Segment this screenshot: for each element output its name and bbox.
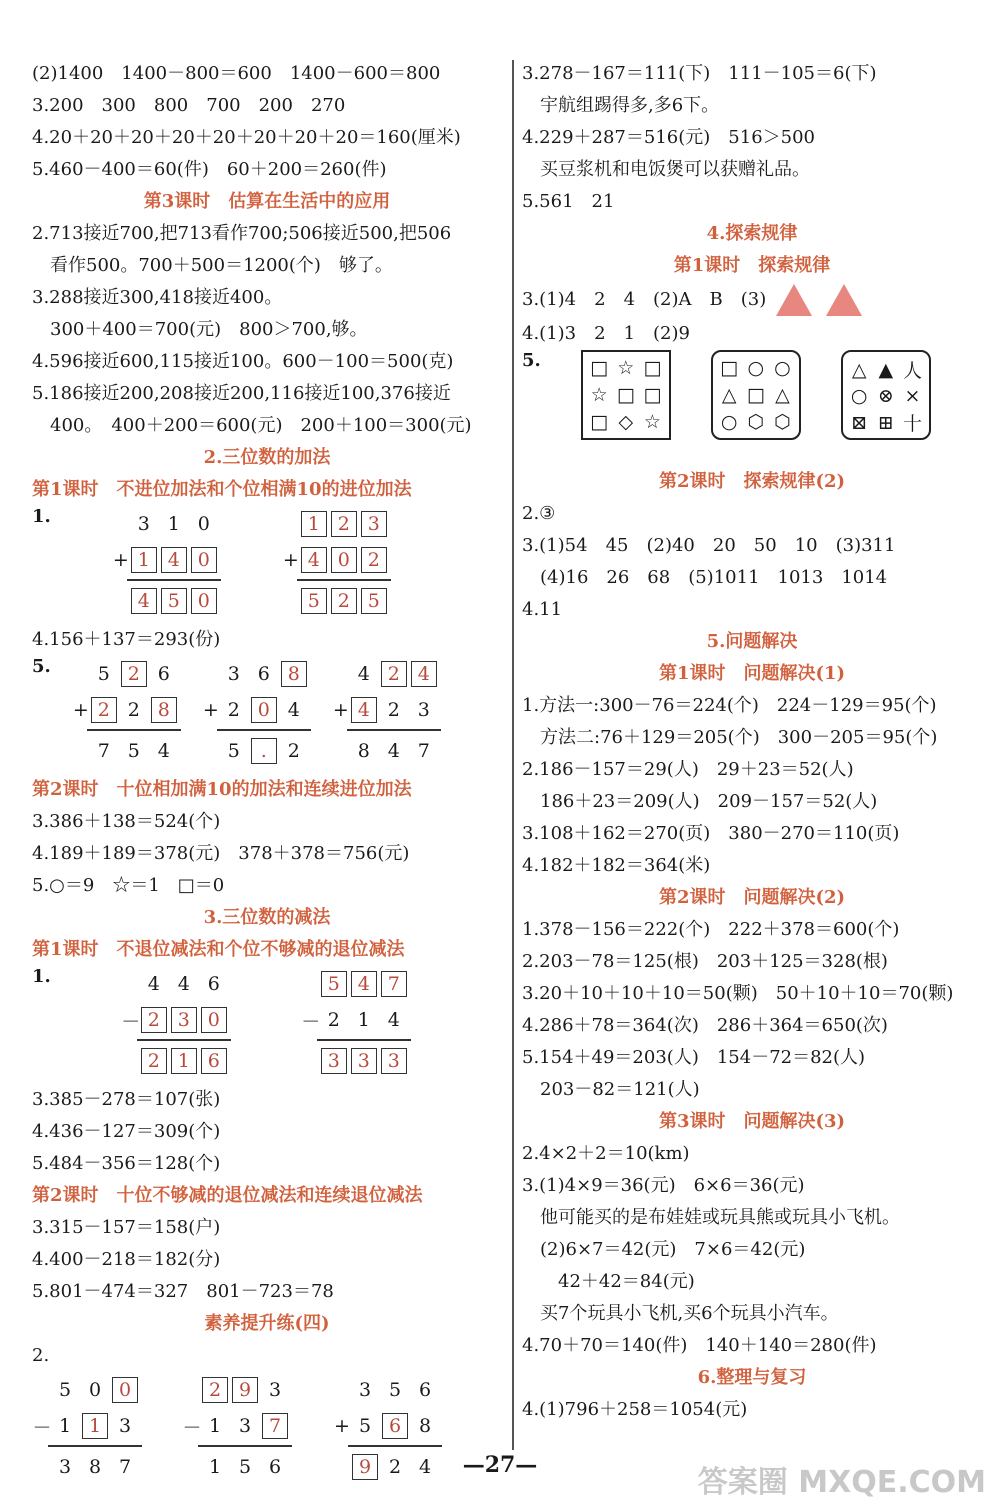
digit: 5 [388, 1379, 402, 1401]
answer-line: 3.20＋10＋10＋10＝50(颗) 50＋10＋10＝70(颗) [522, 983, 954, 1004]
operator-sign: － [121, 1010, 141, 1033]
operator-sign: + [332, 699, 349, 721]
subtraction-row [32, 966, 502, 1084]
answer-line: 3.(1)54 45 (2)40 20 50 10 (3)311 [522, 535, 896, 556]
answer-line: 宇航组踢得多,多6下。 [540, 95, 720, 116]
pattern-symbol: □ [746, 383, 765, 406]
pattern-symbol: ○ [774, 357, 791, 380]
answer-box: 2 [91, 697, 117, 723]
question-number: 1. [32, 506, 51, 527]
answer-box: 2 [381, 661, 407, 687]
section-title: 3.三位数的减法 [203, 907, 331, 928]
pattern-symbol: △ [721, 383, 737, 406]
answer-box: . [251, 738, 277, 764]
answer-box: 1 [82, 1413, 108, 1439]
answer-box: 0 [331, 547, 357, 573]
digit: 4 [418, 1456, 432, 1478]
answer-line: 5.154＋49＝203(人) 154－72＝82(人) [522, 1047, 866, 1068]
answer-line: 4.229＋287＝516(元) 516＞500 [522, 127, 816, 148]
digit: 1 [208, 1456, 222, 1478]
pattern-symbol: □ [643, 383, 662, 406]
answer-line: 4.(1)796＋258＝1054(元) [522, 1399, 748, 1420]
answer-box: 4 [351, 971, 377, 997]
digit: 8 [88, 1456, 102, 1478]
answer-line: 3.108＋162＝270(页) 380－270＝110(页) [522, 823, 900, 844]
answer-line: 186＋23＝209(人) 209－157＝52(人) [540, 791, 878, 812]
calc-top-row [301, 966, 411, 1002]
lesson-title: 第3课时 估算在生活中的应用 [143, 191, 391, 212]
answer-line: 3.200 300 800 700 200 270 [32, 95, 346, 116]
pattern-symbol: ○ [720, 410, 738, 433]
section-title: 2.三位数的加法 [203, 447, 331, 468]
left-column [32, 58, 502, 1490]
pattern-symbol: □ [590, 357, 609, 380]
answer-box: 5 [161, 588, 187, 614]
answer-box: 7 [262, 1413, 288, 1439]
answer-line: 5.484－356＝128(个) [32, 1153, 221, 1174]
question-number: 5. [32, 656, 51, 677]
calc-mid-row [111, 542, 221, 578]
pattern-symbol: ⬡ [747, 410, 765, 433]
answer-line: 5.561 21 [522, 191, 615, 212]
answer-line: 他可能买的是布娃娃或玩具熊或玩具小飞机。 [540, 1207, 900, 1228]
answer-line: 2.③ [522, 503, 556, 524]
right-column [522, 58, 982, 1426]
answer-box: 5 [301, 588, 327, 614]
answer-box: 2 [121, 661, 147, 687]
pattern-symbol: ○ [850, 385, 868, 407]
answer-line: 1.方法一:300－76＝224(个) 224－129＝95(个) [522, 695, 937, 716]
section-title: 6.整理与复习 [697, 1367, 807, 1388]
digit: 6 [268, 1456, 282, 1478]
answer-line: 2.186－157＝29(人) 29＋23＝52(人) [522, 759, 854, 780]
calc-top-row [111, 506, 221, 542]
answer-line: 2.713接近700,把713看作700;506接近500,把506 [32, 223, 452, 244]
operator-sign: + [112, 549, 129, 571]
digit: 3 [238, 1415, 252, 1437]
calc-top-row [32, 1372, 142, 1408]
operator-sign: + [202, 699, 219, 721]
answer-box: 3 [321, 1048, 347, 1074]
answer-line: 3.288接近300,418接近400。 [32, 287, 283, 308]
question-number: 1. [32, 966, 51, 987]
pattern-symbol: ⊠ [851, 411, 868, 434]
pattern-grid [841, 350, 931, 440]
answer-line: 42＋42＝84(元) [558, 1271, 695, 1292]
answer-box: 9 [352, 1454, 378, 1480]
digit: 5 [227, 740, 240, 762]
answer-box: 4 [301, 547, 327, 573]
pattern-symbol: □ [643, 357, 662, 380]
digit: 5 [127, 740, 140, 762]
answer-line: 4.400－218＝182(分) [32, 1249, 221, 1270]
calc-underline [348, 1445, 442, 1447]
digit: 2 [327, 1009, 340, 1031]
answer-line: 1.378－156＝222(个) 222＋378＝600(个) [522, 919, 900, 940]
operator-sign: + [334, 1415, 350, 1437]
digit: 3 [58, 1456, 72, 1478]
watermark: 答案圈 MXQE.COM [697, 1465, 986, 1500]
answer-box: 7 [381, 971, 407, 997]
digit: 2 [127, 699, 140, 721]
digit: 5 [358, 1415, 372, 1437]
lesson-title: 第1课时 不进位加法和个位相满10的进位加法 [32, 479, 412, 500]
answer-box: 3 [351, 1048, 377, 1074]
lesson-title: 第2课时 十位相加满10的加法和连续进位加法 [32, 779, 412, 800]
pattern-symbol: □ [720, 357, 739, 380]
pattern-symbol: △ [775, 383, 790, 406]
answer-line: (2)6×7＝42(元) 7×6＝42(元) [540, 1239, 806, 1260]
answer-box: 1 [171, 1048, 197, 1074]
digit: 8 [418, 1415, 432, 1437]
answer-line: 4.286＋78＝364(次) 286＋364＝650(次) [522, 1015, 888, 1036]
answer-box: 1 [301, 511, 327, 537]
answer-box: 0 [251, 697, 277, 723]
calc-mid-row [332, 1408, 442, 1444]
pattern-symbol: ▲ [878, 358, 894, 381]
calc-mid-row [182, 1408, 292, 1444]
triangle-icon [776, 284, 812, 316]
vertical-calc [71, 656, 181, 769]
answer-line: 4.436－127＝309(个) [32, 1121, 221, 1142]
answer-line: 5.186接近200,208接近200,116接近100,376接近 [32, 383, 451, 404]
answer-box: 2 [361, 547, 387, 573]
digit: 1 [58, 1415, 72, 1437]
calc-underline [217, 729, 311, 731]
digit: 0 [197, 513, 210, 535]
answer-box: 4 [351, 697, 377, 723]
answer-line: (4)16 26 68 (5)1011 1013 1014 [540, 567, 888, 588]
answer-line: 3.(1)4×9＝36(元) 6×6＝36(元) [522, 1175, 805, 1196]
calc-underline [137, 1039, 231, 1041]
digit: 0 [88, 1379, 102, 1401]
calc-mid-row [121, 1002, 231, 1038]
answer-line: 4.596接近600,115接近100。600－100＝500(克) [32, 351, 454, 372]
answer-box: 5 [321, 971, 347, 997]
calc-underline [317, 1039, 411, 1041]
digit: 5 [238, 1456, 252, 1478]
digit: 4 [387, 740, 400, 762]
calc-underline [297, 579, 391, 581]
digit: 3 [268, 1379, 282, 1401]
answer-line: 300＋400＝700(元) 800＞700,够。 [50, 319, 368, 340]
answer-box: 3 [381, 1048, 407, 1074]
digit: 3 [118, 1415, 132, 1437]
addition-row [32, 656, 502, 774]
calc-underline [198, 1445, 292, 1447]
operator-sign: － [182, 1416, 202, 1439]
pattern-grids [522, 350, 982, 466]
pattern-grid [711, 350, 801, 440]
calc-top-row [121, 966, 231, 1002]
answer-line: 4.20＋20＋20＋20＋20＋20＋20＋20＝160(厘米) [32, 127, 461, 148]
answer-box: 2 [141, 1048, 167, 1074]
addition-row [32, 506, 502, 624]
vertical-calc [331, 656, 441, 769]
answer-box: 5 [361, 588, 387, 614]
operator-sign: － [32, 1416, 52, 1439]
answer-box: 2 [331, 588, 357, 614]
answer-box: 4 [131, 588, 157, 614]
answer-box: 6 [382, 1413, 408, 1439]
answer-line: 4.11 [522, 599, 563, 620]
calc-underline [87, 729, 181, 731]
answer-box: 3 [171, 1007, 197, 1033]
calc-top-row [281, 506, 391, 542]
pattern-symbol: ◇ [618, 410, 634, 433]
digit: 3 [227, 663, 240, 685]
triangle-icon [826, 284, 862, 316]
vertical-calc [301, 966, 411, 1079]
digit: 7 [97, 740, 110, 762]
page-number: —27— [462, 1452, 538, 1478]
answer-box: 2 [331, 511, 357, 537]
calc-result-row [301, 1043, 411, 1079]
answer-line [522, 282, 982, 318]
calc-result-row [281, 583, 391, 619]
pattern-symbol: ⬡ [774, 410, 791, 433]
answer-line: (2)1400 1400－800＝600 1400－600＝800 [32, 63, 441, 84]
answer-box: 2 [141, 1007, 167, 1033]
answer-line: 看作500。700＋500＝1200(个) 够了。 [50, 255, 393, 276]
answer-box: 1 [131, 547, 157, 573]
vertical-calc [111, 506, 221, 619]
answer-line: 方法二:76＋129＝205(个) 300－205＝95(个) [540, 727, 938, 748]
calc-underline [127, 579, 221, 581]
pattern-symbol: ○ [747, 357, 765, 380]
digit: 2 [287, 740, 300, 762]
calc-top-row [332, 1372, 442, 1408]
digit: 7 [118, 1456, 132, 1478]
answer-box: 8 [151, 697, 177, 723]
lesson-title: 第3课时 问题解决(3) [658, 1111, 846, 1132]
section-title: 5.问题解决 [706, 631, 798, 652]
pattern-symbol: △ [851, 358, 867, 381]
digit: 3 [137, 513, 150, 535]
calc-result-row [71, 733, 181, 769]
pattern-symbol: □ [616, 383, 635, 406]
operator-sign: － [301, 1010, 321, 1033]
question-number: 2. [32, 1345, 50, 1366]
answer-line: 3.386＋138＝524(个) [32, 811, 221, 832]
answer-line: 3.278－167＝111(下) 111－105＝6(下) [522, 63, 877, 84]
digit: 6 [157, 663, 170, 685]
calc-result-row [331, 733, 441, 769]
digit: 5 [58, 1379, 72, 1401]
answer-line: 2.203－78＝125(根) 203＋125＝328(根) [522, 951, 888, 972]
answer-box: 6 [201, 1048, 227, 1074]
digit: 8 [357, 740, 370, 762]
digit: 1 [167, 513, 180, 535]
vertical-calc [121, 966, 231, 1079]
lesson-title: 第2课时 探索规律(2) [658, 471, 846, 492]
calc-mid-row [32, 1408, 142, 1444]
pattern-symbol: ⊞ [877, 411, 894, 434]
digit: 4 [157, 740, 170, 762]
pattern-symbol: × [904, 385, 921, 407]
calc-mid-row [281, 542, 391, 578]
digit: 6 [207, 973, 220, 995]
answer-line: 203－82＝121(人) [540, 1079, 700, 1100]
digit: 3 [358, 1379, 372, 1401]
digit: 4 [387, 1009, 400, 1031]
calc-underline [347, 729, 441, 731]
calc-top-row [331, 656, 441, 692]
calc-mid-row [71, 692, 181, 728]
digit: 2 [387, 699, 400, 721]
calc-result-row [121, 1043, 231, 1079]
answer-line: 4.70＋70＝140(件) 140＋140＝280(件) [522, 1335, 877, 1356]
lesson-title: 第1课时 问题解决(1) [658, 663, 846, 684]
answer-box: 8 [281, 661, 307, 687]
answer-line: 4.(1)3 2 1 (2)9 [522, 323, 690, 344]
pattern-symbol: 十 [902, 413, 922, 435]
lesson-title: 第2课时 十位不够减的退位减法和连续退位减法 [32, 1185, 423, 1206]
calc-mid-row [331, 692, 441, 728]
answer-box: 4 [411, 661, 437, 687]
pattern-symbol: □ [590, 410, 609, 433]
answer-box: 2 [202, 1377, 228, 1403]
answer-box: 3 [361, 511, 387, 537]
pattern-symbol: ☆ [617, 357, 635, 380]
answer-line: 5.○＝9 ☆＝1 □＝0 [32, 875, 225, 896]
lesson-title: 第1课时 不退位减法和个位不够减的退位减法 [32, 939, 405, 960]
vertical-calc [281, 506, 391, 619]
answer-line: 3.385－278＝107(张) [32, 1089, 221, 1110]
answer-line: 400。 400＋200＝600(元) 200＋100＝300(元) [50, 415, 472, 436]
digit: 5 [97, 663, 110, 685]
answer-box: 0 [191, 588, 217, 614]
answer-box: 0 [112, 1377, 138, 1403]
pattern-grid [581, 350, 671, 440]
pattern-symbol: ⊗ [877, 385, 894, 407]
calc-underline [48, 1445, 142, 1447]
answer-line: 4.189＋189＝378(元) 378＋378＝756(元) [32, 843, 410, 864]
calc-result-row [111, 583, 221, 619]
calc-top-row [182, 1372, 292, 1408]
answer-line: 4.182＋182＝364(米) [522, 855, 711, 876]
answer-box: 0 [201, 1007, 227, 1033]
triangle-pair [776, 284, 862, 316]
digit: 2 [388, 1456, 402, 1478]
answer-line: 5.801－474＝327 801－723＝78 [32, 1281, 334, 1302]
answer-line: 3.315－157＝158(户) [32, 1217, 221, 1238]
question-number: 5. [522, 350, 541, 371]
answer-line: 4.156＋137＝293(份) [32, 629, 221, 650]
digit: 1 [357, 1009, 370, 1031]
pattern-symbol: ☆ [590, 383, 608, 406]
calc-result-row [201, 733, 311, 769]
operator-sign: + [282, 549, 299, 571]
calc-mid-row [201, 692, 311, 728]
digit: 3 [417, 699, 430, 721]
section-title: 4.探索规律 [706, 223, 798, 244]
calc-top-row [201, 656, 311, 692]
vertical-calc [201, 656, 311, 769]
digit: 1 [208, 1415, 222, 1437]
lesson-title: 第2课时 问题解决(2) [658, 887, 846, 908]
digit: 7 [417, 740, 430, 762]
column-divider [512, 60, 514, 1450]
pattern-symbol: ☆ [643, 410, 661, 433]
pattern-symbol: 人 [902, 360, 922, 382]
answer-line: 买7个玩具小飞机,买6个玩具小汽车。 [540, 1303, 839, 1324]
section-title: 素养提升练(四) [204, 1313, 330, 1334]
lesson-title: 第1课时 探索规律 [673, 255, 831, 276]
calc-mid-row [301, 1002, 411, 1038]
digit: 4 [287, 699, 300, 721]
answer-box: 9 [232, 1377, 258, 1403]
calc-top-row [71, 656, 181, 692]
digit: 2 [227, 699, 240, 721]
answer-line: 2.4×2＋2＝10(km) [522, 1143, 690, 1164]
answer-line: 买豆浆机和电饭煲可以获赠礼品。 [540, 159, 810, 180]
digit: 6 [418, 1379, 432, 1401]
answer-box: 0 [191, 547, 217, 573]
answer-line: 5.460－400＝60(件) 60＋200＝260(件) [32, 159, 387, 180]
digit: 6 [257, 663, 270, 685]
digit: 4 [177, 973, 190, 995]
operator-sign: + [72, 699, 89, 721]
digit: 4 [147, 973, 160, 995]
answer-text: 3.(1)4 2 4 (2)A B (3) [522, 289, 767, 310]
digit: 4 [357, 663, 370, 685]
answer-box: 4 [161, 547, 187, 573]
